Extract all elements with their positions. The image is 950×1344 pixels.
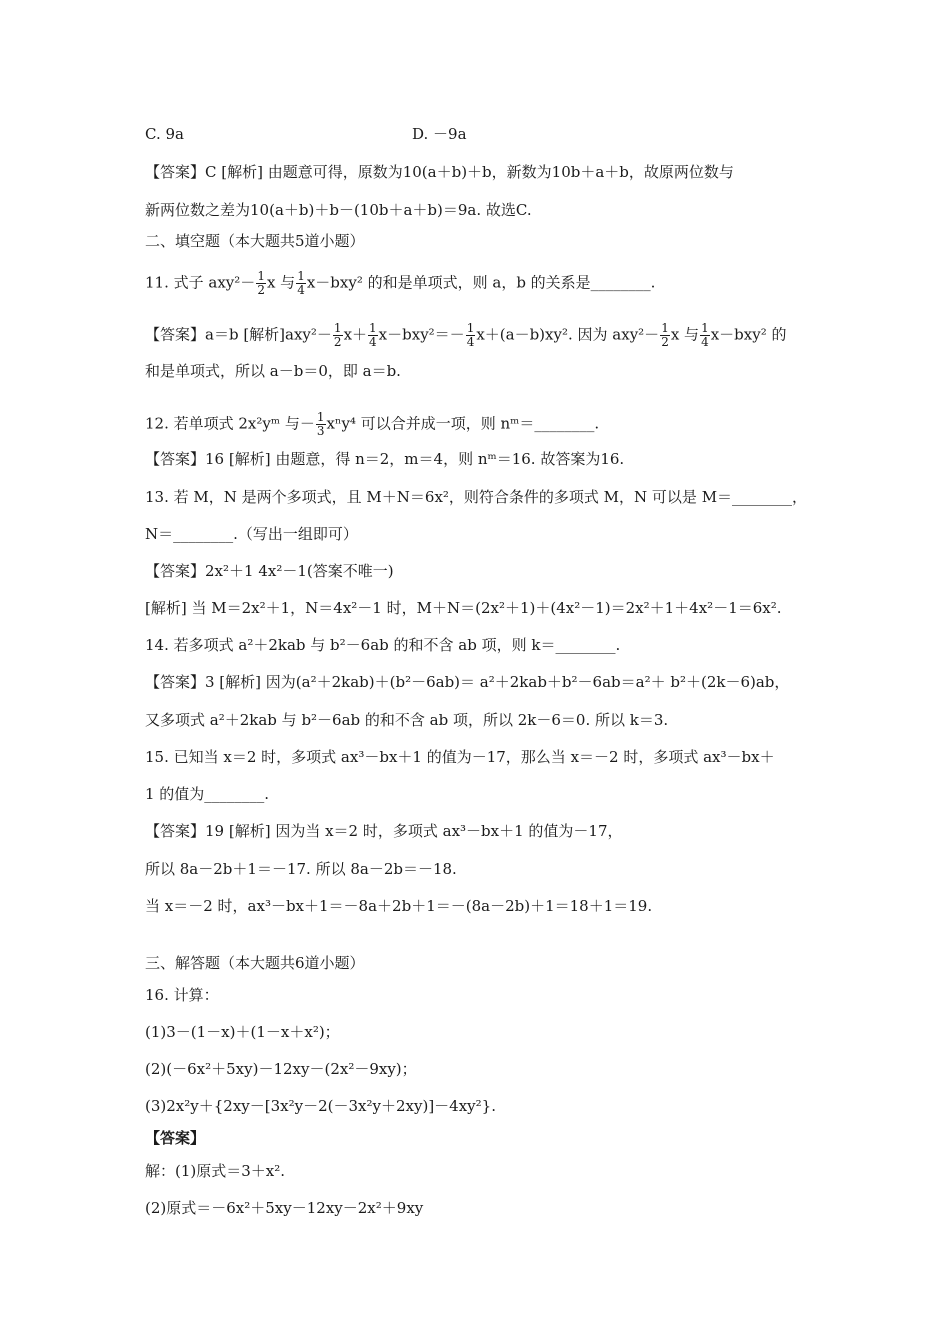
q14-answer-line2: 又多项式 a²＋2kab 与 b²－6ab 的和不含 ab 项，所以 2k－6＝0. 所以 k＝3.: [145, 711, 669, 729]
q11-text2: x 与: [266, 273, 296, 292]
q16-solution2: (2)原式＝－6x²＋5xy－12xy－2x²＋9xy: [145, 1199, 424, 1217]
q12-answer: 【答案】16 [解析] 由题意，得 n＝2，m＝4，则 nᵐ＝16. 故答案为16.: [145, 450, 625, 468]
q10-answer-line1: 【答案】C [解析] 由题意可得，原数为10(a＋b)＋b，新数为10b＋a＋b，故原两位数与: [145, 163, 734, 181]
q10-answer-line2: 新两位数之差为10(a＋b)＋b－(10b＋a＋b)＝9a. 故选C.: [145, 201, 532, 219]
q12-question: 12. 若单项式 2x²yᵐ 与－ $\frac{1}{3}$ xⁿy⁴ 可以合并成一项，则 nᵐ＝________.: [145, 410, 600, 438]
q11-answer-line1: 【答案】a＝b [解析]axy²－ $\frac{1}{2}$ x＋ $\frac{1}{4}$ x－bxy²＝－ $\frac{1}{4}$ x＋(a－b)xy². 因为 axy²－ $\frac{1}{2}$ x 与 $\frac{1}{4}$ x－bxy² 的: [145, 321, 787, 349]
q14-question: 14. 若多项式 a²＋2kab 与 b²－6ab 的和不含 ab 项，则 k＝________.: [145, 636, 621, 654]
q16-solution1: 解：(1)原式＝3＋x².: [145, 1162, 286, 1180]
q11-number: 11.: [145, 273, 169, 292]
section-solve-title: 三、解答题（本大题共6道小题）: [145, 954, 365, 972]
q16-title: 16. 计算：: [145, 986, 219, 1004]
q11-question: [145, 270, 655, 297]
option-c: C. 9a: [145, 125, 184, 143]
q15-answer-line1: 【答案】19 [解析] 因为当 x＝2 时，多项式 ax³－bx＋1 的值为－17，: [145, 822, 623, 840]
q13-answer-line2: [解析] 当 M＝2x²＋1，N＝4x²－1 时，M＋N＝(2x²＋1)＋(4x²－1)＝2x²＋1＋4x²－1＝6x².: [145, 599, 782, 617]
q13-answer-line1: 【答案】2x²＋1 4x²－1(答案不唯一): [145, 562, 394, 580]
q15-question-line1: 15. 已知当 x＝2 时，多项式 ax³－bx＋1 的值为－17，那么当 x＝－2 时，多项式 ax³－bx＋: [145, 748, 775, 766]
q14-answer-line1: 【答案】3 [解析] 因为(a²＋2kab)＋(b²－6ab)＝ a²＋2kab＋b²－6ab＝a²＋ b²＋(2k－6)ab，: [145, 673, 790, 691]
q13-question-line2: N＝________.（写出一组即可）: [145, 525, 358, 543]
q15-answer-line3: 当 x＝－2 时，ax³－bx＋1＝－8a＋2b＋1＝－(8a－2b)＋1＝18＋1＝19.: [145, 897, 653, 915]
q16-part2: (2)(－6x²＋5xy)－12xy－(2x²－9xy)；: [145, 1060, 417, 1078]
q16-part1: (1)3－(1－x)＋(1－x＋x²)；: [145, 1023, 340, 1041]
option-d: D. －9a: [412, 125, 467, 143]
q11-text3: x－bxy² 的和是单项式，则 a，b 的关系是________.: [306, 273, 656, 292]
q16-part3: (3)2x²y＋{2xy－[3x²y－2(－3x²y＋2xy)]－4xy²}.: [145, 1097, 496, 1115]
q11-text1: 式子 axy²－: [173, 273, 256, 292]
q11-answer-line2: 和是单项式，所以 a－b＝0，即 a＝b.: [145, 362, 401, 380]
q13-question-line1: 13. 若 M，N 是两个多项式，且 M＋N＝6x²，则符合条件的多项式 M，N 可以是 M＝________，: [145, 488, 808, 506]
q16-answer-label: 【答案】: [145, 1129, 206, 1147]
fraction-quarter: $\frac{1}{4}$: [297, 269, 305, 297]
fraction-half: $\frac{1}{2}$: [257, 269, 265, 297]
q15-question-line2: 1 的值为________.: [145, 785, 270, 803]
q15-answer-line2: 所以 8a－2b＋1＝－17. 所以 8a－2b＝－18.: [145, 860, 457, 878]
section-fill-in-title: 二、填空题（本大题共5道小题）: [145, 232, 365, 250]
